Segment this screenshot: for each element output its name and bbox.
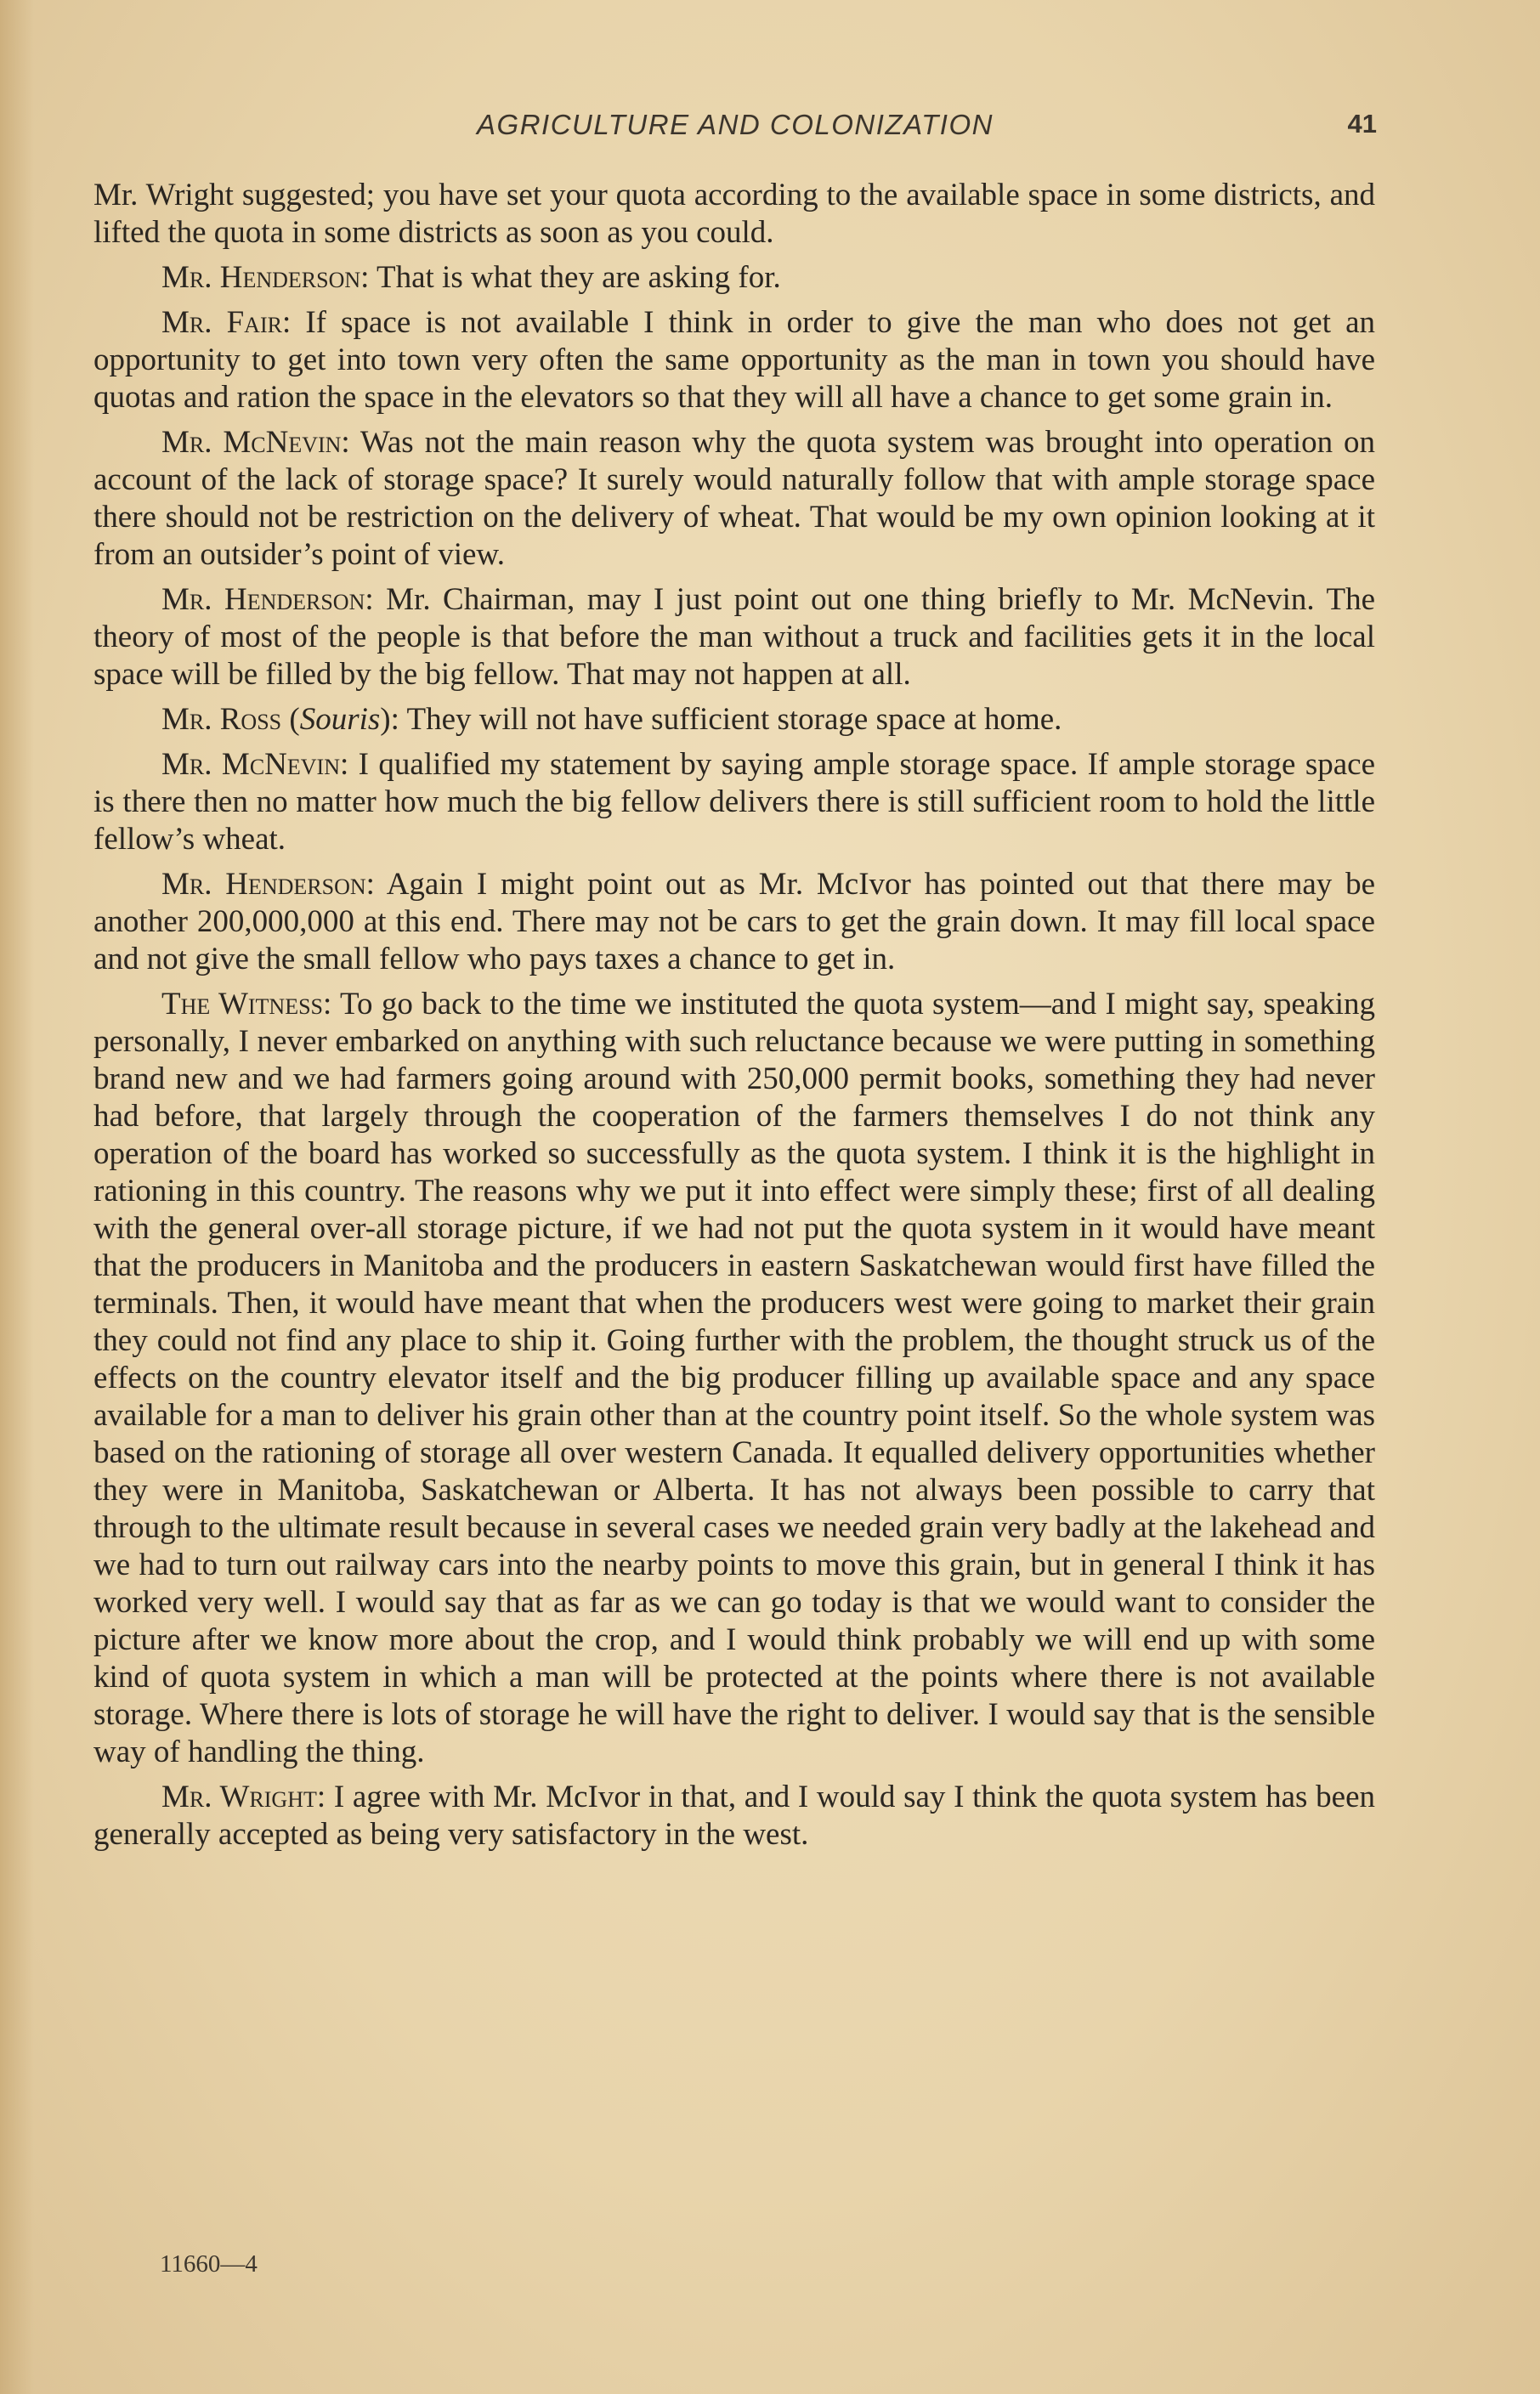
paragraph-text: Mr. Wright suggested; you have set your quota according to the available space in some districts, and lifted the quota in some districts as soon as you could. <box>93 178 1375 250</box>
paragraph <box>93 304 1375 416</box>
paragraph-text: Was not the main reason why the quota system was brought into operation on account of the lack of storage space? It surely would naturally follow that with ample storage space there should not be restriction on the delivery of wheat. That would be my own opinion looking at it from an outsider’s point of view. <box>93 425 1376 572</box>
paragraph-text: To go back to the time we instituted the quota system—and I might say, speaking personally, I never embarked on anything with such reluctance because we were putting in something brand new and we had farmers going around with 250,000 permit books, something they had never had before, that largely through the cooperation of the farmers themselves I do not think any operation of the board has worked so successfully as the quota system. I think it is the highlight in rationing in this country. The reasons why we put it into effect were simply these; first of all dealing with the general over-all storage picture, if we had not put the quota system in it would have meant that the producers in Manitoba and the producers in eastern Saskatchewan would first have filled the terminals. Then, it would have meant that when the producers west were going to market their grain they could not find any place to ship it. Going further with the problem, the thought struck us of the effects on the country elevator itself and the big producer filling up available space and any space available for a man to deliver his grain other than at the country point itself. So the whole system was based on the rationing of storage all over western Canada. It equalled delivery opportunities whether they were in Manitoba, Saskatchewan or Alberta. It has not always been possible to carry that through to the ultimate result because in several cases we needed grain very badly at the lakehead and we had to turn out railway cars into the nearby points to move this grain, but in general I think it has worked very well. I would say that as far as we can go today is that we would want to consider the picture after we know more about the crop, and I would think probably we will end up with some kind of quota system in which a man will be protected at the points where there is not available storage. Where there is lots of storage he will have the right to deliver. I would say that is the sensible way of handling the thing. <box>93 987 1375 1769</box>
printer-signature-mark: 11660—4 <box>160 2250 258 2278</box>
paragraph-text: I qualified my statement by saying ample storage space. If ample storage space is there then no matter how much the big fellow delivers there is still sufficient room to hold the little fellow’s wheat. <box>93 747 1375 857</box>
paragraph <box>93 259 1375 297</box>
paragraph-text: Again I might point out as Mr. McIvor has pointed out that there may be another 200,000,000 at this end. There may not be cars to get the grain down. It may fill local space and not give the small fellow who pays taxes a chance to get in. <box>93 867 1375 976</box>
speaker-name: Mr. Henderson: <box>161 260 370 295</box>
speaker-constituency: Souris <box>299 702 381 737</box>
paragraph-text: That is what they are asking for. <box>369 260 781 295</box>
paragraph: Mr. Ross (Souris): They will not have sufficient storage space at home. <box>161 702 1062 737</box>
paragraph-text: I agree with Mr. McIvor in that, and I would say I think the quota system has been generally accepted as being very satisfactory in the west. <box>93 1780 1375 1852</box>
paragraph <box>93 746 1375 858</box>
speaker-name: Mr. McNevin: <box>161 425 350 460</box>
page-body <box>93 177 1375 1861</box>
page-edge-shadow <box>0 0 34 2394</box>
speaker-name: Mr. Henderson: <box>161 867 375 902</box>
paragraph <box>93 1779 1375 1854</box>
page-number: 41 <box>1347 109 1377 139</box>
speaker-name: Mr. Ross <box>161 702 282 737</box>
speaker-name: Mr. McNevin: <box>161 747 349 782</box>
speaker-name: Mr. Henderson: <box>161 582 374 617</box>
speaker-name: The Witness: <box>161 987 332 1022</box>
paragraph <box>93 986 1375 1771</box>
page-header <box>93 109 1377 151</box>
paragraph <box>93 581 1375 693</box>
paragraph-text: : They will not have sufficient storage space at home. <box>390 702 1062 737</box>
paragraph-text: If space is not available I think in order to give the man who does not get an opportunity to get into town very often the same opportunity as the man in town you should have quotas and ration the space in the elevators so that they will all have a chance to get some grain in. <box>93 305 1375 415</box>
speaker-name: Mr. Wright: <box>161 1780 326 1814</box>
paragraph <box>93 866 1375 978</box>
paragraph <box>93 177 1375 252</box>
speaker-name: Mr. Fair: <box>161 305 292 340</box>
paragraph-text: Mr. Chairman, may I just point out one thing briefly to Mr. McNevin. The theory of most of the people is that before the man without a truck and facilities gets it in the local space will be filled by the big fellow. That may not happen at all. <box>93 582 1375 692</box>
paragraph <box>93 424 1375 574</box>
running-title: AGRICULTURE AND COLONIZATION <box>477 109 994 140</box>
